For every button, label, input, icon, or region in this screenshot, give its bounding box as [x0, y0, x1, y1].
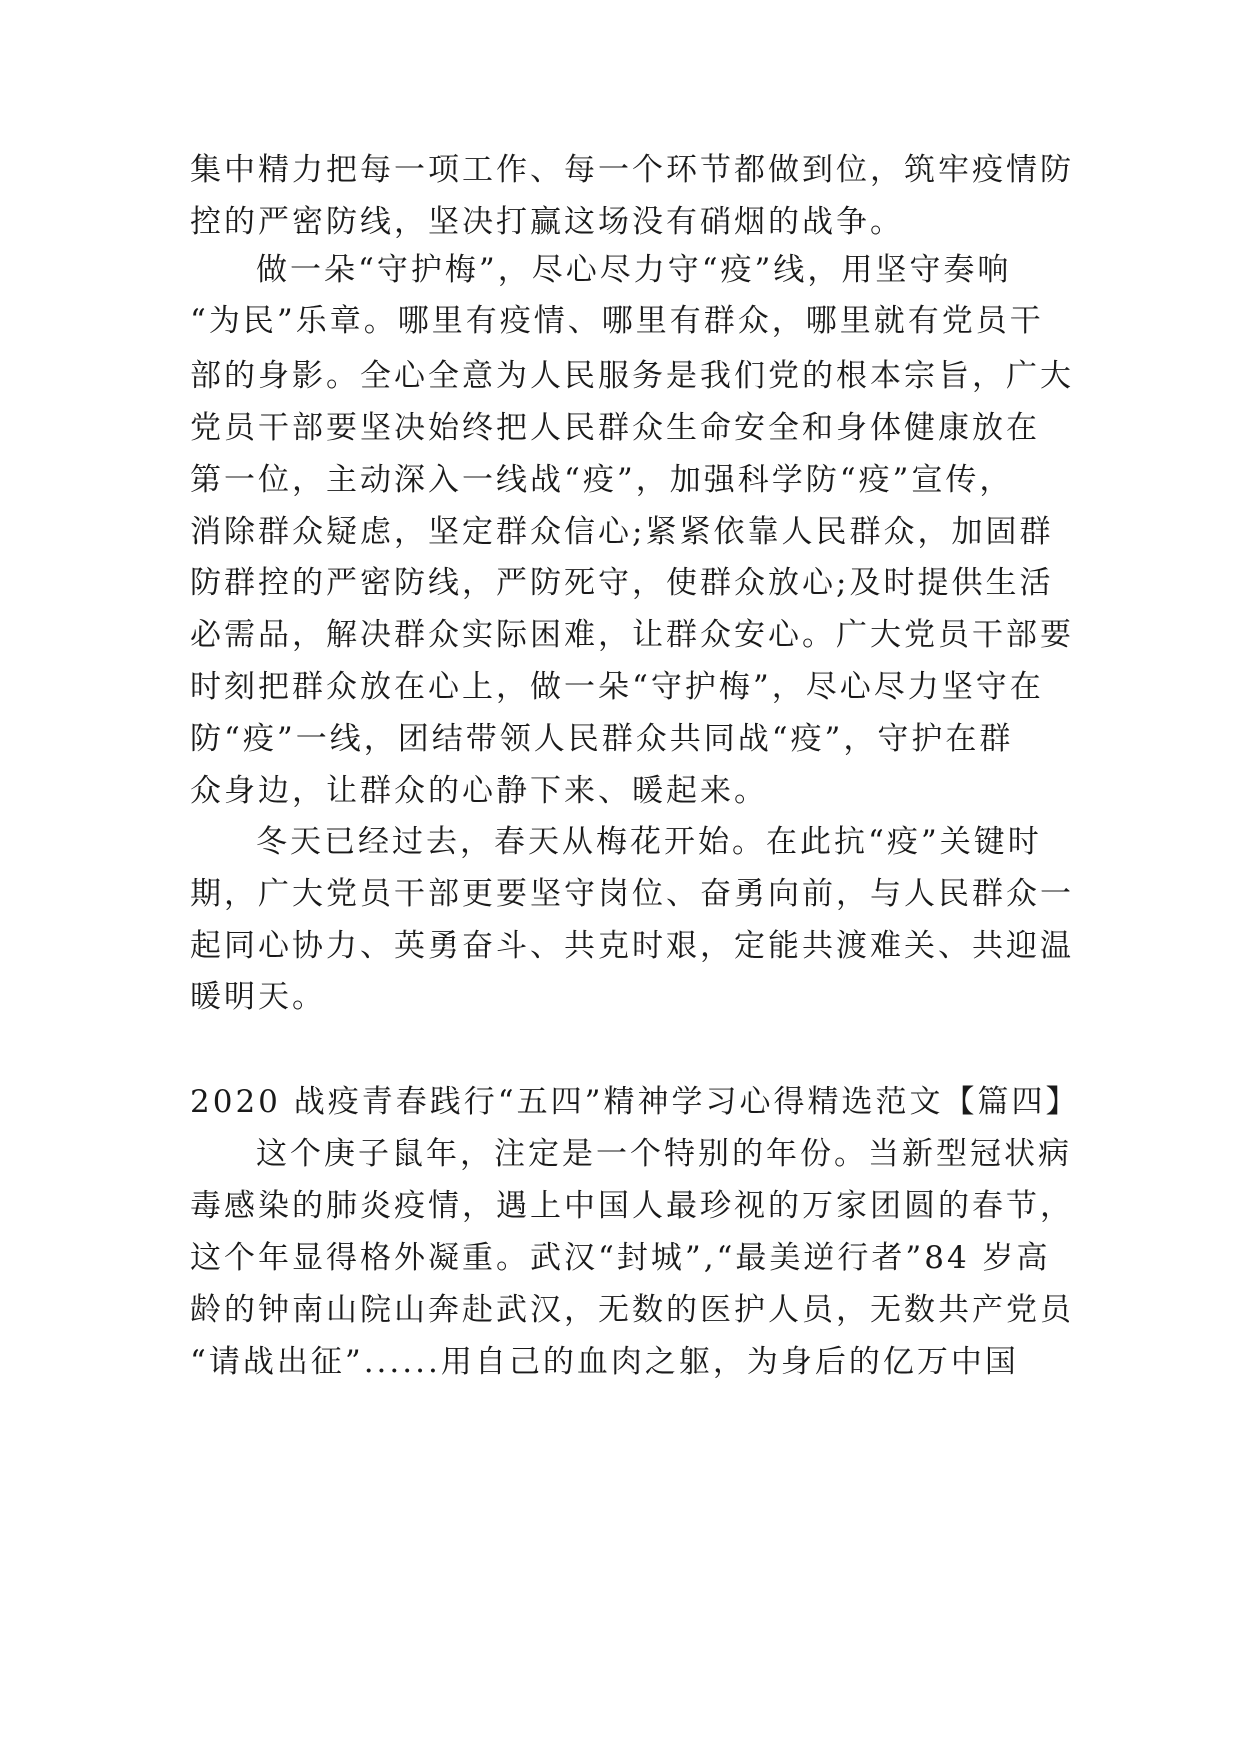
text-line: 部的身影。全心全意为人民服务是我们党的根本宗旨，广大 [190, 358, 1074, 394]
text-line: 必需品，解决群众实际困难，让群众安心。广大党员干部要 [190, 617, 1074, 653]
text-line: 毒感染的肺炎疫情，遇上中国人最珍视的万家团圆的春节， [190, 1188, 1074, 1224]
paragraph-first-line: 做一朵“守护梅”，尽心尽力守“疫”线，用坚守奏响 [256, 252, 1012, 288]
text-line: 防“疫”一线，团结带领人民群众共同战“疫”，守护在群 [190, 721, 1014, 757]
text-line: 时刻把群众放在心上，做一朵“守护梅”，尽心尽力坚守在 [190, 669, 1044, 705]
section-heading: 2020 战疫青春践行“五四”精神学习心得精选范文【篇四】 [190, 1084, 1080, 1120]
text-line: 防群控的严密防线，严防死守，使群众放心;及时提供生活 [190, 565, 1054, 601]
paragraph-first-line: 冬天已经过去，春天从梅花开始。在此抗“疫”关键时 [256, 824, 1042, 860]
text-line: 这个年显得格外凝重。武汉“封城”,“最美逆行者”84 岁高 [190, 1240, 1051, 1276]
text-line: 众身边，让群众的心静下来、暖起来。 [190, 773, 768, 809]
text-line: 消除群众疑虑，坚定群众信心;紧紧依靠人民群众，加固群 [190, 514, 1054, 550]
text-line: 党员干部要坚决始终把人民群众生命安全和身体健康放在 [190, 410, 1040, 446]
text-line: 期，广大党员干部更要坚守岗位、奋勇向前，与人民群众一 [190, 876, 1074, 912]
text-line: 龄的钟南山院山奔赴武汉，无数的医护人员，无数共产党员 [190, 1292, 1074, 1328]
text-line: 起同心协力、英勇奋斗、共克时艰，定能共渡难关、共迎温 [190, 928, 1074, 964]
text-line: “为民”乐章。哪里有疫情、哪里有群众，哪里就有党员干 [190, 303, 1044, 339]
text-line: 第一位，主动深入一线战“疫”，加强科学防“疫”宣传， [190, 462, 1014, 498]
text-line: “请战出征”......用自己的血肉之躯，为身后的亿万中国 [190, 1344, 1019, 1380]
paragraph-first-line: 这个庚子鼠年，注定是一个特别的年份。当新型冠状病 [256, 1136, 1072, 1172]
text-line: 集中精力把每一项工作、每一个环节都做到位，筑牢疫情防 [190, 152, 1074, 188]
text-line: 暖明天。 [190, 979, 326, 1015]
text-line: 控的严密防线，坚决打赢这场没有硝烟的战争。 [190, 204, 904, 240]
